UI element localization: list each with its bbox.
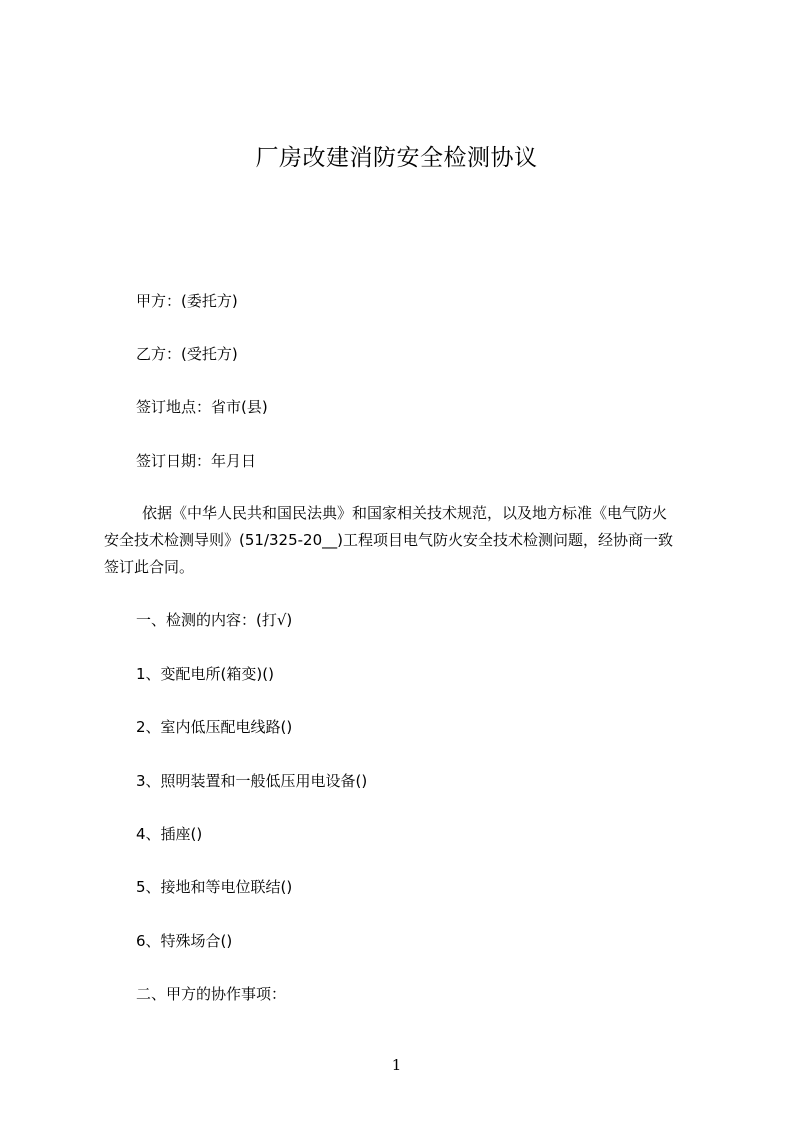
list-item: 2、室内低压配电线路() <box>136 718 293 736</box>
list-item: 6、特殊场合() <box>136 932 233 950</box>
document-title: 厂房改建消防安全检测协议 <box>255 145 538 171</box>
list-item: 4、插座() <box>136 825 203 843</box>
intro-line-2: 安全技术检测导则》(51/325-20__)工程项目电气防火安全技术检测问题，经协商一致 <box>104 531 673 549</box>
list-item: 5、接地和等电位联结() <box>136 878 293 896</box>
intro-line-3: 签订此合同。 <box>104 558 195 576</box>
party-b-line: 乙方：(受托方) <box>136 345 238 363</box>
section-1-heading: 一、检测的内容：(打√) <box>136 611 293 629</box>
party-a-line: 甲方：(委托方) <box>136 292 238 310</box>
sign-place-line: 签订地点：省市(县) <box>136 398 268 416</box>
section-2-heading: 二、甲方的协作事项： <box>136 985 287 1003</box>
intro-paragraph <box>104 500 698 581</box>
list-item: 3、照明装置和一般低压用电设备() <box>136 772 368 790</box>
sign-date-line: 签订日期：年月日 <box>136 452 257 470</box>
intro-line-1: 依据《中华人民共和国民法典》和国家相关技术规范，以及地方标准《电气防火 <box>142 504 668 522</box>
list-item: 1、变配电所(箱变)() <box>136 665 274 683</box>
page-number: 1 <box>391 1056 402 1074</box>
